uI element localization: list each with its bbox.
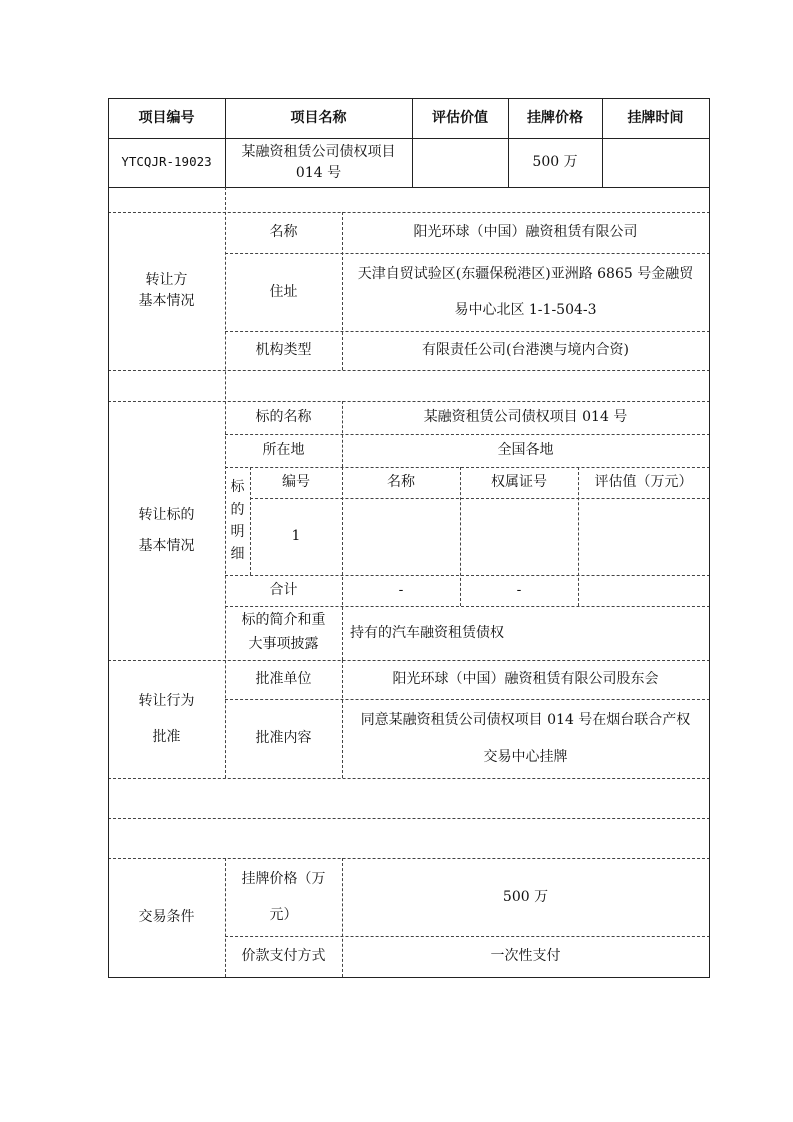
detail-char: 明 — [230, 524, 245, 540]
target-name-value: 某融资租赁公司债权项目 014 号 — [423, 409, 628, 425]
detail-col-no: 编号 — [282, 474, 310, 490]
approval-unit-value: 阳光环球（中国）融资租赁有限公司股东会 — [392, 671, 659, 687]
approval-content-label: 批准内容 — [255, 730, 312, 746]
subject-section-line1: 转让标的 — [138, 506, 195, 523]
project-number: YTCQJR-19023 — [121, 154, 212, 170]
target-name-label: 标的名称 — [255, 409, 312, 425]
detail-char: 标 — [230, 479, 245, 496]
detail-col-cert: 权属证号 — [491, 474, 547, 490]
detail-row-no: 1 — [291, 528, 301, 544]
transferor-address-line1: 天津自贸试验区(东疆保税港区)亚洲路 6865 号金融贸 — [357, 265, 694, 282]
approval-content-line1: 同意某融资租赁公司债权项目 014 号在烟台联合产权 — [360, 712, 691, 729]
project-name-line2: 014 号 — [295, 164, 342, 181]
total-label: 合计 — [269, 582, 298, 598]
header-project-no: 项目编号 — [138, 109, 195, 126]
approval-section-line1: 转让行为 — [138, 692, 195, 709]
intro-value: 持有的汽车融资租赁债权 — [350, 624, 504, 641]
approval-content-value — [342, 699, 709, 778]
project-name-line1: 某融资租赁公司债权项目 — [241, 143, 396, 160]
transferor-section-line1: 转让方 — [145, 272, 188, 288]
transferor-address-label: 住址 — [269, 283, 298, 300]
trade-price-label — [225, 858, 342, 936]
detail-char: 细 — [230, 546, 245, 563]
subject-section-label — [108, 401, 225, 660]
approval-unit-label: 批准单位 — [255, 671, 312, 687]
transferor-section-label — [108, 212, 225, 370]
transferor-section-line2: 基本情况 — [138, 293, 195, 309]
payment-value: 一次性支付 — [490, 948, 561, 964]
total-name: - — [398, 582, 404, 598]
intro-label — [225, 606, 342, 660]
trade-price-label-line2: 元） — [269, 907, 298, 923]
detail-col-value: 评估值（万元） — [594, 474, 693, 490]
project-listing-price: 500 万 — [532, 154, 578, 170]
project-listing-time — [602, 138, 709, 187]
detail-col-name: 名称 — [387, 474, 415, 490]
payment-label: 价款支付方式 — [241, 948, 326, 964]
location-value: 全国各地 — [497, 442, 554, 458]
total-cert: - — [516, 582, 522, 598]
approval-section-label — [108, 660, 225, 778]
header-listing-price: 挂牌价格 — [527, 109, 583, 126]
transferor-org-type-value: 有限责任公司(台港澳与境内合资) — [422, 342, 629, 358]
location-label: 所在地 — [262, 442, 305, 458]
project-name — [225, 138, 412, 187]
transferor-address-line2: 易中心北区 1-1-504-3 — [454, 302, 597, 318]
intro-label-line1: 标的简介和重 — [241, 612, 326, 629]
trade-price-value: 500 万 — [502, 888, 549, 905]
transferor-org-type-label: 机构类型 — [255, 342, 312, 358]
project-valuation — [412, 138, 508, 187]
detail-vertical-label — [225, 467, 250, 575]
subject-section-line2: 基本情况 — [138, 537, 195, 554]
header-project-name: 项目名称 — [290, 109, 347, 126]
trade-price-label-line1: 挂牌价格（万 — [241, 870, 326, 887]
approval-content-line2: 交易中心挂牌 — [483, 748, 568, 765]
transferor-address-value — [342, 253, 709, 331]
transferor-name-label: 名称 — [269, 224, 298, 240]
intro-label-line2: 大事项披露 — [248, 636, 319, 652]
header-listing-time: 挂牌时间 — [627, 109, 684, 126]
trade-section-label: 交易条件 — [138, 909, 195, 925]
header-valuation: 评估价值 — [432, 109, 488, 126]
approval-section-line2: 批准 — [152, 729, 181, 745]
transferor-name-value: 阳光环球（中国）融资租赁有限公司 — [413, 224, 638, 240]
detail-char: 的 — [230, 501, 245, 518]
